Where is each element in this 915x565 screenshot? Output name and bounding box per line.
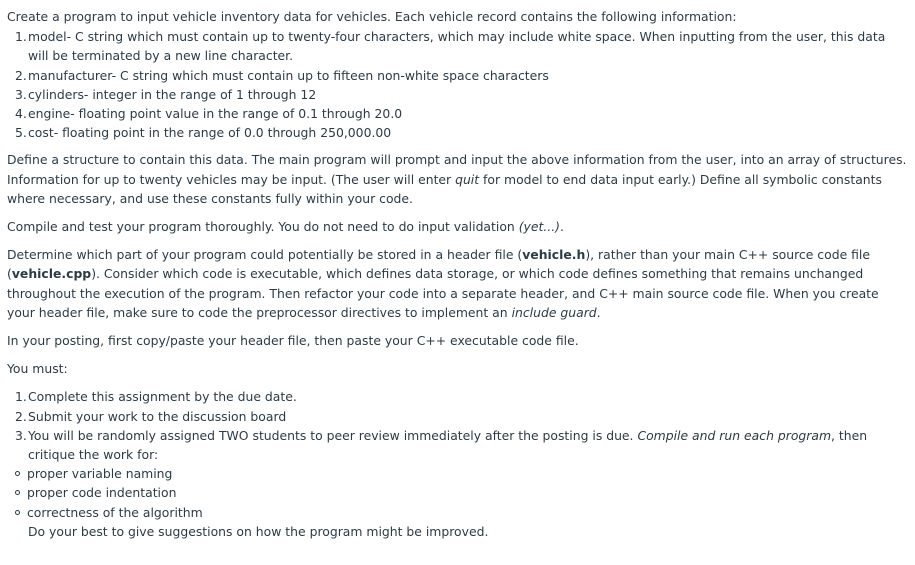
list-number: 3. (15, 86, 27, 102)
yet-note: (yet...) (518, 219, 561, 235)
requirement-text: Complete this assignment by the due date. (28, 389, 297, 405)
list-number: 3. (15, 427, 27, 443)
bullet-icon (15, 510, 20, 515)
field-list (7, 27, 907, 142)
list-number: 1. (15, 29, 27, 45)
header-file-paragraph (7, 245, 907, 322)
field-text: engine- floating point value in the range of 0.1 through 20.0 (28, 106, 403, 122)
intro-paragraph: Create a program to input vehicle inventory data for vehicles. Each vehicle record contains the following information: (7, 9, 737, 24)
compile-text-1: Compile and test your program thoroughly. You do not need to do input validation (7, 219, 519, 235)
field-item (17, 85, 907, 104)
requirement-item (17, 426, 907, 464)
closing-text: Do your best to give suggestions on how the program might be improved. (28, 523, 489, 539)
compile-run-emphasis: Compile and run each program (637, 427, 832, 443)
define-text-2: for model to end data input early.) Define all symbolic constants where necessary, and use these constants fully within your code. (7, 171, 882, 206)
criteria-text: proper variable naming (27, 466, 173, 482)
requirements-list (7, 387, 907, 464)
criteria-item (21, 503, 907, 522)
criteria-text: correctness of the algorithm (27, 504, 203, 520)
requirement-text: Submit your work to the discussion board (28, 408, 287, 424)
critique-criteria-list (7, 464, 907, 522)
quit-keyword: quit (455, 171, 480, 187)
include-guard-term: include guard (511, 304, 597, 320)
requirement-item (17, 387, 907, 406)
field-text: manufacturer- C string which must contain up to fifteen non-white space characters (28, 67, 549, 83)
field-text: cylinders- integer in the range of 1 through 12 (28, 86, 317, 102)
requirement-text-2: , then critique the work for: (28, 427, 868, 463)
field-item (17, 123, 907, 142)
list-number: 2. (15, 408, 27, 424)
requirement-item (17, 407, 907, 426)
you-must-heading: You must: (7, 361, 68, 377)
list-number: 4. (15, 106, 27, 122)
field-item (17, 27, 907, 65)
compile-text-2: . (560, 219, 564, 235)
bullet-icon (15, 471, 20, 476)
field-item (17, 66, 907, 85)
list-number: 2. (15, 67, 27, 83)
header-text-2: ), rather than your main C++ source code file ( (7, 247, 871, 282)
header-text-4: . (596, 304, 601, 320)
compile-paragraph (7, 217, 907, 236)
header-text-3: ). Consider which code is executable, which defines data storage, or which code defines something that remains unchanged throughout the execution of the program. Then refactor your code into a separate header, and C++ main source code file. When you create your header file, make sure to code the preprocessor directives to implement an (7, 266, 879, 320)
source-file-name: vehicle.cpp (11, 266, 92, 282)
field-text: cost- floating point in the range of 0.0 through 250,000.00 (28, 125, 392, 141)
define-text-1: Define a structure to contain this data. The main program will prompt and input the above information from the user, into an array of structures. Information for up to twenty vehicles may be input. (The user will enter (7, 152, 907, 187)
header-text-1: Determine which part of your program could potentially be stored in a header file ( (7, 247, 523, 263)
header-file-name: vehicle.h (522, 247, 586, 263)
field-text: model- C string which must contain up to twenty-four characters, which may include white space. When inputting from the user, this data will be terminated by a new line character. (28, 29, 886, 64)
field-item (17, 104, 907, 123)
list-number: 5. (15, 125, 27, 141)
criteria-item (21, 483, 907, 502)
assignment-document (7, 7, 907, 541)
bullet-icon (15, 490, 20, 495)
list-number: 1. (15, 389, 27, 405)
criteria-text: proper code indentation (27, 485, 177, 501)
define-structure-paragraph (7, 150, 907, 208)
requirement-text-1: You will be randomly assigned TWO students to peer review immediately after the posting is due. (28, 427, 638, 443)
posting-paragraph: In your posting, first copy/paste your header file, then paste your C++ executable code file. (7, 333, 579, 349)
criteria-item (21, 464, 907, 483)
